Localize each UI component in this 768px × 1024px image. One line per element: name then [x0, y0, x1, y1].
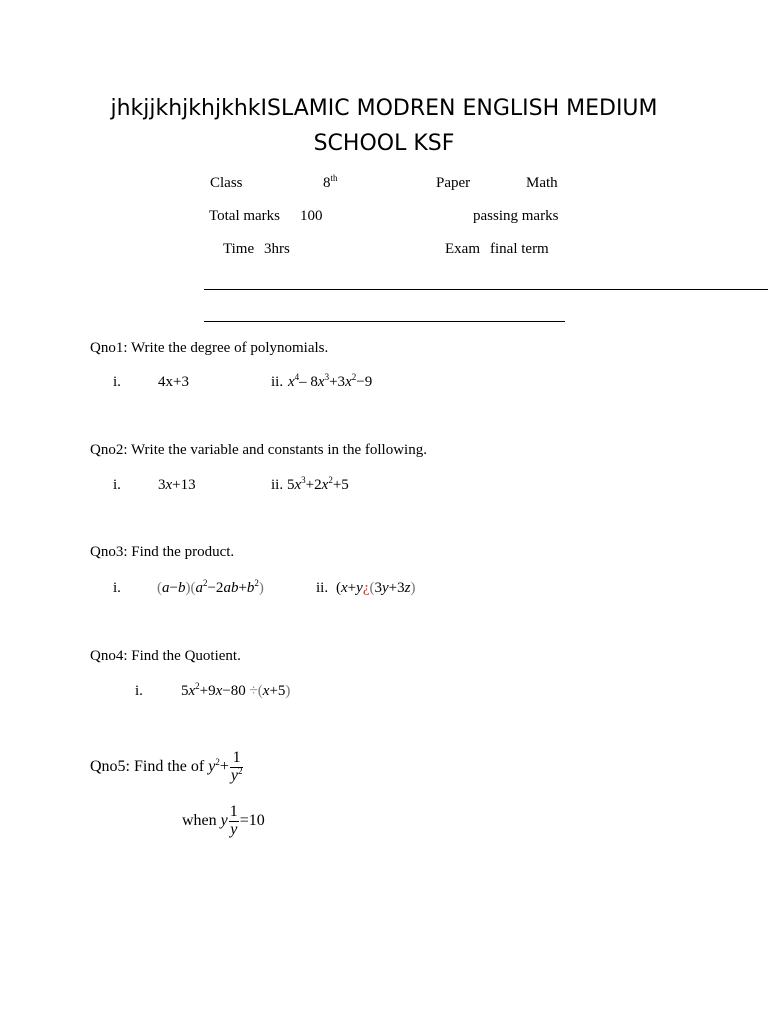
total-marks-value: 100	[300, 208, 323, 224]
class-value	[323, 175, 338, 192]
time-value: 3hrs	[264, 241, 290, 257]
question-1-part-ii-numeral: ii.	[271, 374, 284, 390]
question-5-prefix: Qno5:	[90, 757, 130, 775]
paper-value: Math	[526, 175, 558, 191]
class-value-suffix: th	[330, 173, 338, 183]
question-1-part-ii-expression: $x^4-$ $8x^3+3x^2-9$	[288, 372, 373, 390]
question-5-expression: $y^2+$ $\frac{1}{y^2}$	[208, 749, 243, 784]
question-5-when: when	[182, 811, 217, 829]
header-divider-line-short	[204, 321, 565, 322]
class-label: Class	[210, 175, 243, 191]
question-2-part-ii-expression: $5x^3+2x^2+5$	[287, 475, 349, 493]
question-2-part-i-expression: 3x+13	[158, 477, 196, 493]
question-5-condition	[182, 804, 265, 839]
question-3-label: Qno3: Find the product.	[90, 544, 235, 560]
question-4-label: Qno4: Find the Quotient.	[90, 648, 241, 664]
question-2-label: Qno2: Write the variable and constants in the following.	[90, 442, 427, 458]
question-4-part-i-numeral: i.	[135, 683, 143, 699]
question-5-text: Find the of	[134, 757, 205, 775]
exam-label: Exam	[445, 241, 480, 257]
question-3-part-i-expression: $(a-b)(a^2-2ab+b^2)$	[157, 578, 264, 596]
passing-marks-label: passing marks	[473, 208, 559, 224]
question-1-part-i-numeral: i.	[113, 374, 121, 390]
question-3-part-ii-expression: (x+y¿(3y+3z)	[336, 580, 416, 596]
question-4-part-i-expression: $5x^2+9x-80 \div(x+5)$	[181, 681, 291, 699]
school-title: jhkjjkhjkhjkhkISLAMIC MODREN ENGLISH MEDIUM SCHOOL KSF	[110, 96, 658, 156]
total-marks-label: Total marks	[209, 208, 281, 224]
time-label: Time	[223, 241, 255, 257]
header-divider-line	[204, 289, 768, 290]
question-2-part-i-numeral: i.	[113, 477, 121, 493]
class-value-base: 8	[323, 175, 331, 191]
question-1-label: Qno1: Write the degree of polynomials.	[90, 340, 329, 356]
question-2-part-ii-numeral: ii.	[271, 477, 284, 493]
question-3-part-i-numeral: i.	[113, 580, 121, 596]
paper-label: Paper	[436, 175, 471, 191]
question-5-label	[90, 750, 244, 785]
question-1-part-i-expression: 4x+3	[158, 374, 189, 390]
question-3-part-ii-numeral: ii.	[316, 580, 329, 596]
question-5-condition-expression: y $\frac{1}{y}$ =10	[220, 803, 265, 838]
exam-value: final term	[490, 241, 549, 257]
